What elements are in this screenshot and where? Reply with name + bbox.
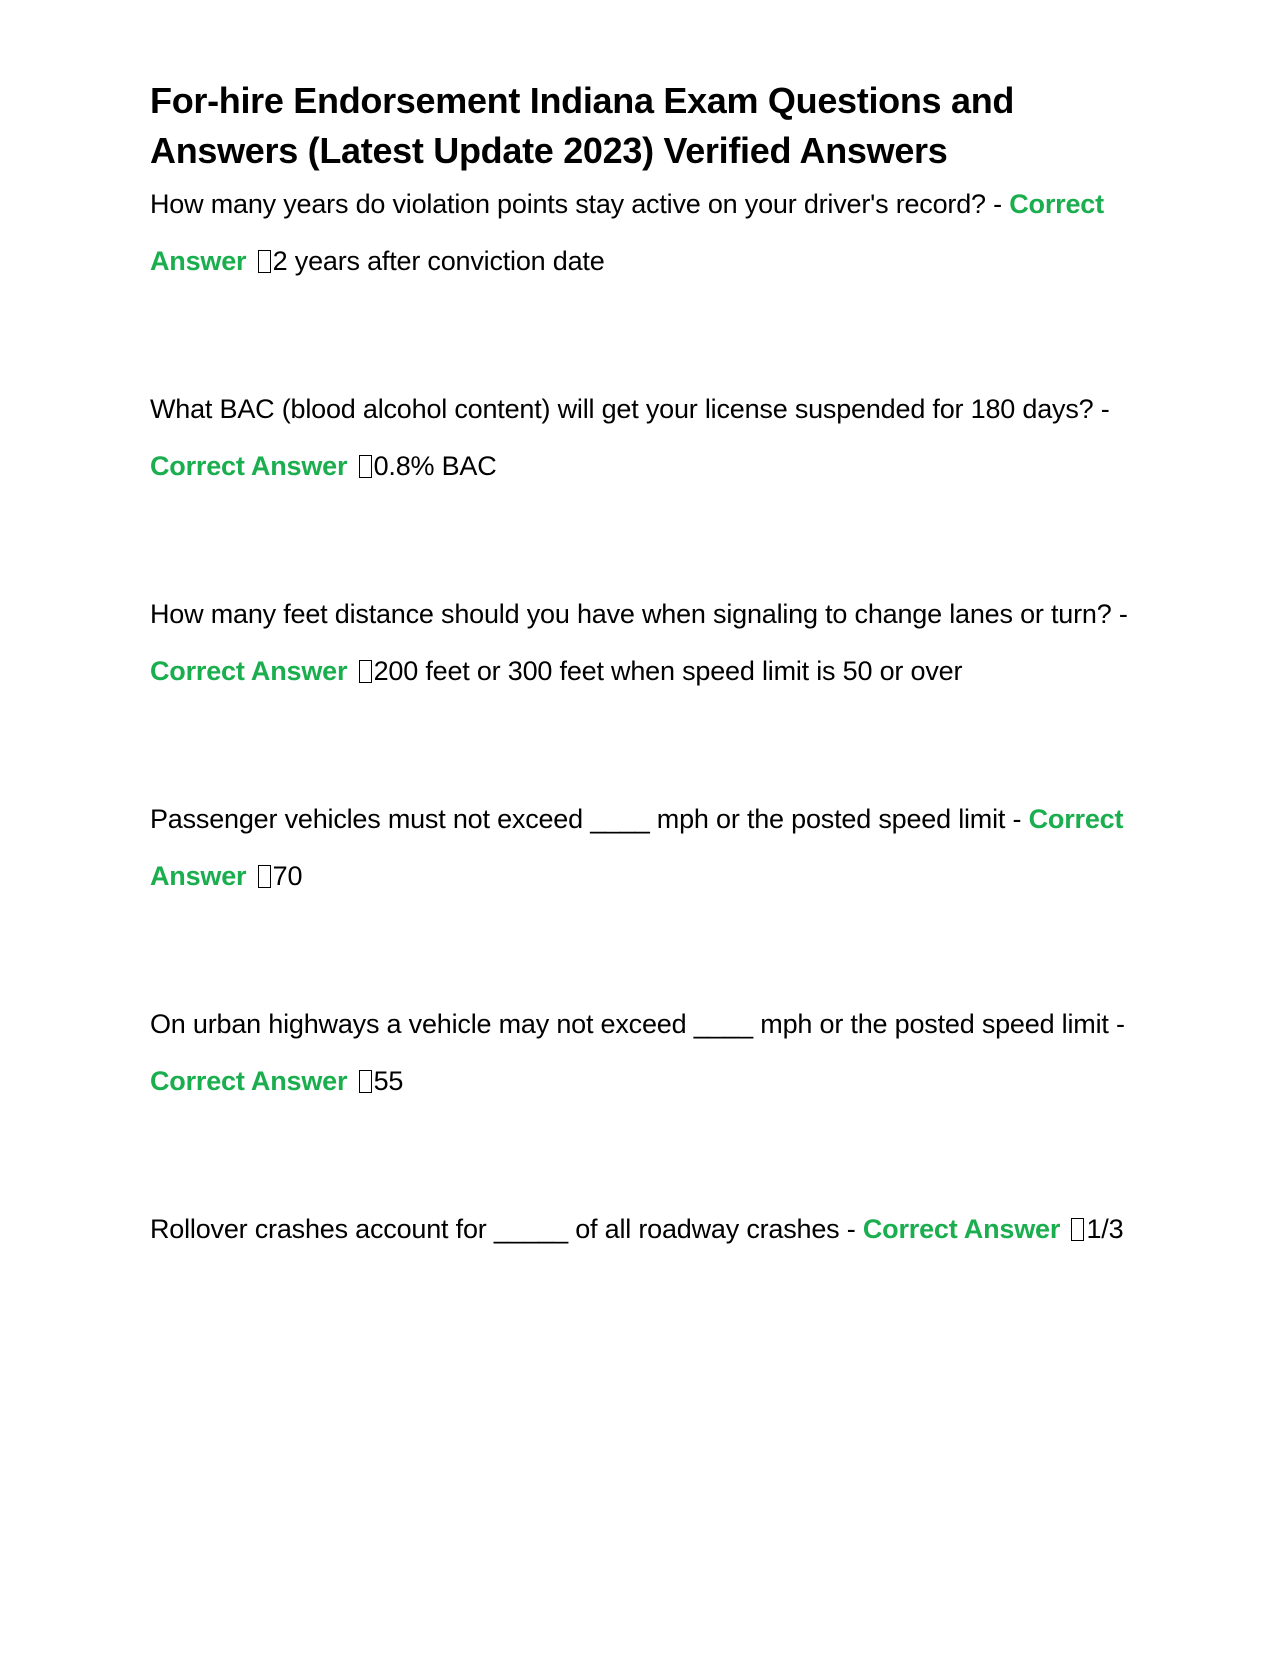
question-text: How many feet distance should you have when signaling to change lanes or turn? - — [150, 599, 1128, 629]
document-title: For-hire Endorsement Indiana Exam Questions and Answers (Latest Update 2023) Verified Answers — [150, 80, 1015, 171]
answer-text: 55 — [373, 1066, 404, 1096]
missing-glyph-icon — [258, 865, 271, 888]
question-text: How many years do violation points stay active on your driver's record? - — [150, 189, 1002, 219]
missing-glyph-icon — [1071, 1218, 1084, 1241]
correct-answer-label: Correct Answer — [150, 656, 348, 686]
question-text: What BAC (blood alcohol content) will get your license suspended for 180 days? - — [150, 394, 1110, 424]
missing-glyph-icon — [359, 660, 372, 683]
correct-answer-label: Correct Answer — [150, 1066, 348, 1096]
qa-item — [150, 996, 1130, 1110]
answer-text: 2 years after conviction date — [272, 246, 605, 276]
qa-item — [150, 586, 1130, 700]
answer-text: 0.8% BAC — [373, 451, 497, 481]
qa-item — [150, 1201, 1130, 1258]
answer-text: 70 — [272, 861, 303, 891]
question-text: On urban highways a vehicle may not exceed ____ mph or the posted speed limit - — [150, 1009, 1125, 1039]
missing-glyph-icon — [359, 1070, 372, 1093]
answer-text: 1/3 — [1086, 1214, 1124, 1244]
correct-answer-label: Correct Answer — [150, 189, 1104, 276]
qa-item — [150, 791, 1130, 905]
question-text: Rollover crashes account for _____ of all roadway crashes - — [150, 1214, 856, 1244]
correct-answer-label: Correct Answer — [150, 451, 348, 481]
answer-text: 200 feet or 300 feet when speed limit is 50 or over — [373, 656, 963, 686]
document-page — [150, 76, 1130, 1258]
qa-item — [150, 176, 1130, 290]
correct-answer-label: Correct Answer — [150, 804, 1124, 891]
missing-glyph-icon — [258, 250, 271, 273]
question-text: Passenger vehicles must not exceed ____ mph or the posted speed limit - — [150, 804, 1022, 834]
correct-answer-label: Correct Answer — [862, 1214, 1061, 1244]
missing-glyph-icon — [359, 455, 372, 478]
qa-item — [150, 381, 1130, 495]
